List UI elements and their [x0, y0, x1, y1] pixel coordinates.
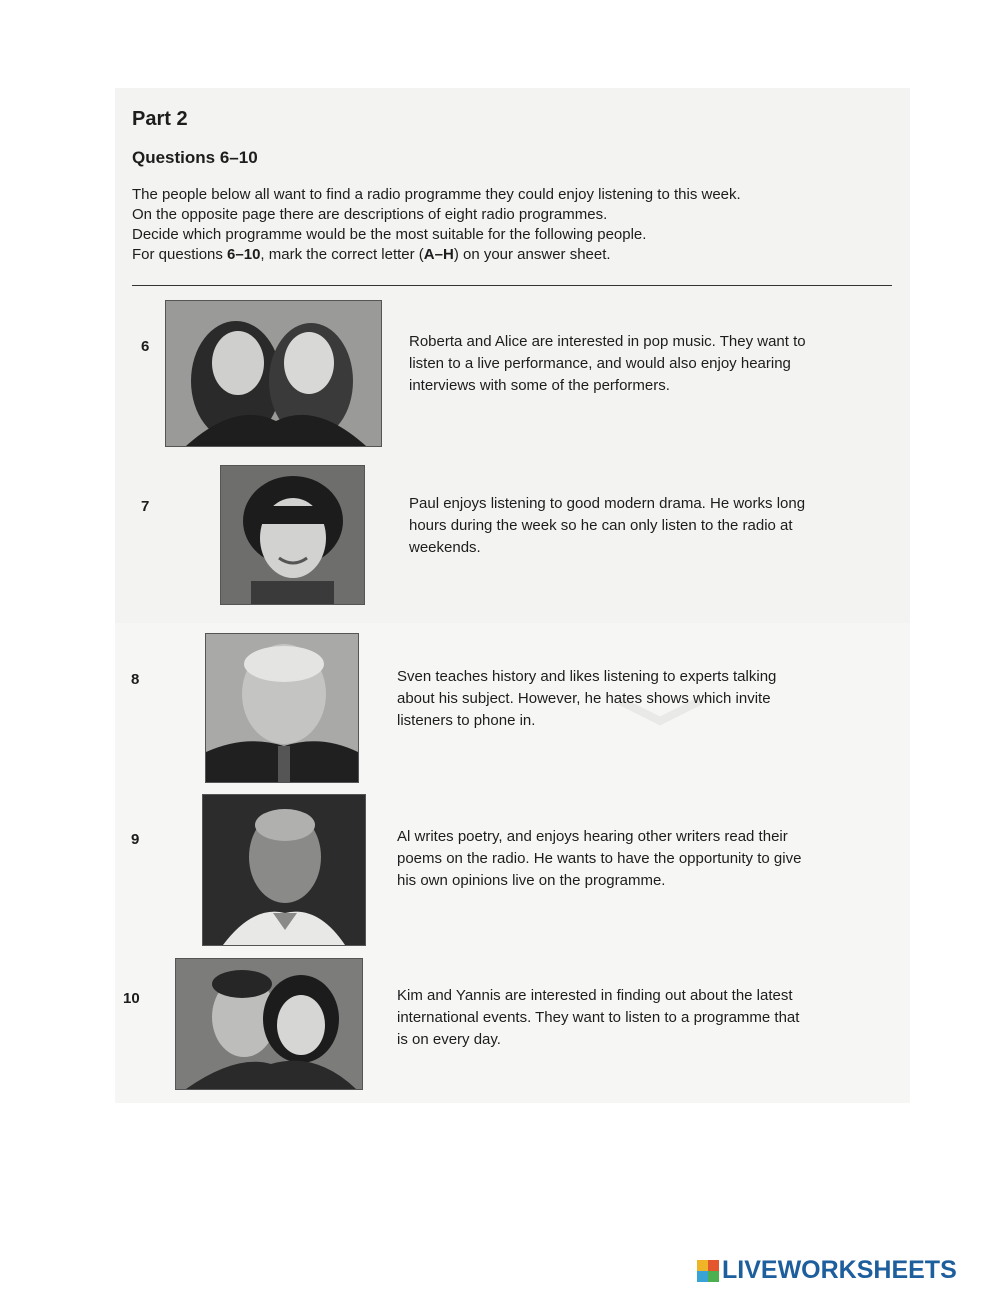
text-line: Sven teaches history and likes listening to experts talking — [397, 668, 777, 685]
questions-title: Questions 6–10 — [132, 148, 258, 167]
divider — [132, 285, 892, 286]
liveworksheets-logo-icon — [697, 1260, 719, 1282]
question-8-text — [397, 666, 877, 732]
text-line: about his subject. However, he hates shows which invite — [397, 690, 771, 707]
brand-name: LIVEWORKSHEETS — [722, 1256, 957, 1284]
text-line: is on every day. — [397, 1031, 501, 1048]
instruction-text: For questions — [132, 246, 228, 263]
text-line: listen to a live performance, and would also enjoy hearing — [409, 355, 791, 372]
instruction-text: , mark the correct letter ( — [260, 246, 424, 263]
text-line: interviews with some of the performers. — [409, 377, 670, 394]
question-9-text — [397, 826, 877, 892]
question-range: 6–10 — [227, 246, 261, 263]
text-line: hours during the week so he can only listen to the radio at — [409, 517, 793, 534]
question-7-text — [409, 493, 889, 559]
older-man-photo-icon — [205, 633, 359, 783]
text-line: his own opinions live on the programme. — [397, 872, 666, 889]
text-line: Kim and Yannis are interested in finding out about the latest — [397, 987, 793, 1004]
question-10-text — [397, 985, 877, 1051]
young-man-photo-icon — [220, 465, 365, 605]
question-number-10: 10 — [123, 990, 140, 1007]
liveworksheets-brand[interactable] — [697, 1256, 957, 1285]
instruction-line: On the opposite page there are descriptions of eight radio programmes. — [132, 206, 608, 223]
text-line: international events. They want to listen to a programme that — [397, 1009, 800, 1026]
question-number-9: 9 — [131, 831, 140, 848]
text-line: Paul enjoys listening to good modern drama. He works long — [409, 495, 806, 512]
instructions — [132, 185, 741, 265]
couple-photo-icon — [175, 958, 363, 1090]
text-line: Roberta and Alice are interested in pop music. They want to — [409, 333, 806, 350]
instruction-line — [132, 245, 741, 265]
text-line: poems on the radio. He wants to have the opportunity to give — [397, 850, 802, 867]
worksheet-page — [115, 88, 910, 1103]
two-young-women-photo-icon — [165, 300, 382, 447]
text-line: Al writes poetry, and enjoys hearing other writers read their — [397, 828, 788, 845]
question-number-6: 6 — [141, 338, 150, 355]
text-line: weekends. — [409, 539, 481, 556]
part-title: Part 2 — [132, 108, 188, 130]
question-number-7: 7 — [141, 498, 150, 515]
text-line: listeners to phone in. — [397, 712, 536, 729]
bald-man-photo-icon — [202, 794, 366, 946]
instruction-line: The people below all want to find a radio programme they could enjoy listening to this week. — [132, 186, 741, 203]
instruction-line: Decide which programme would be the most suitable for the following people. — [132, 226, 647, 243]
question-6-text — [409, 331, 889, 397]
question-number-8: 8 — [131, 671, 140, 688]
answer-letters: A–H — [423, 246, 454, 263]
instruction-text: ) on your answer sheet. — [453, 246, 611, 263]
